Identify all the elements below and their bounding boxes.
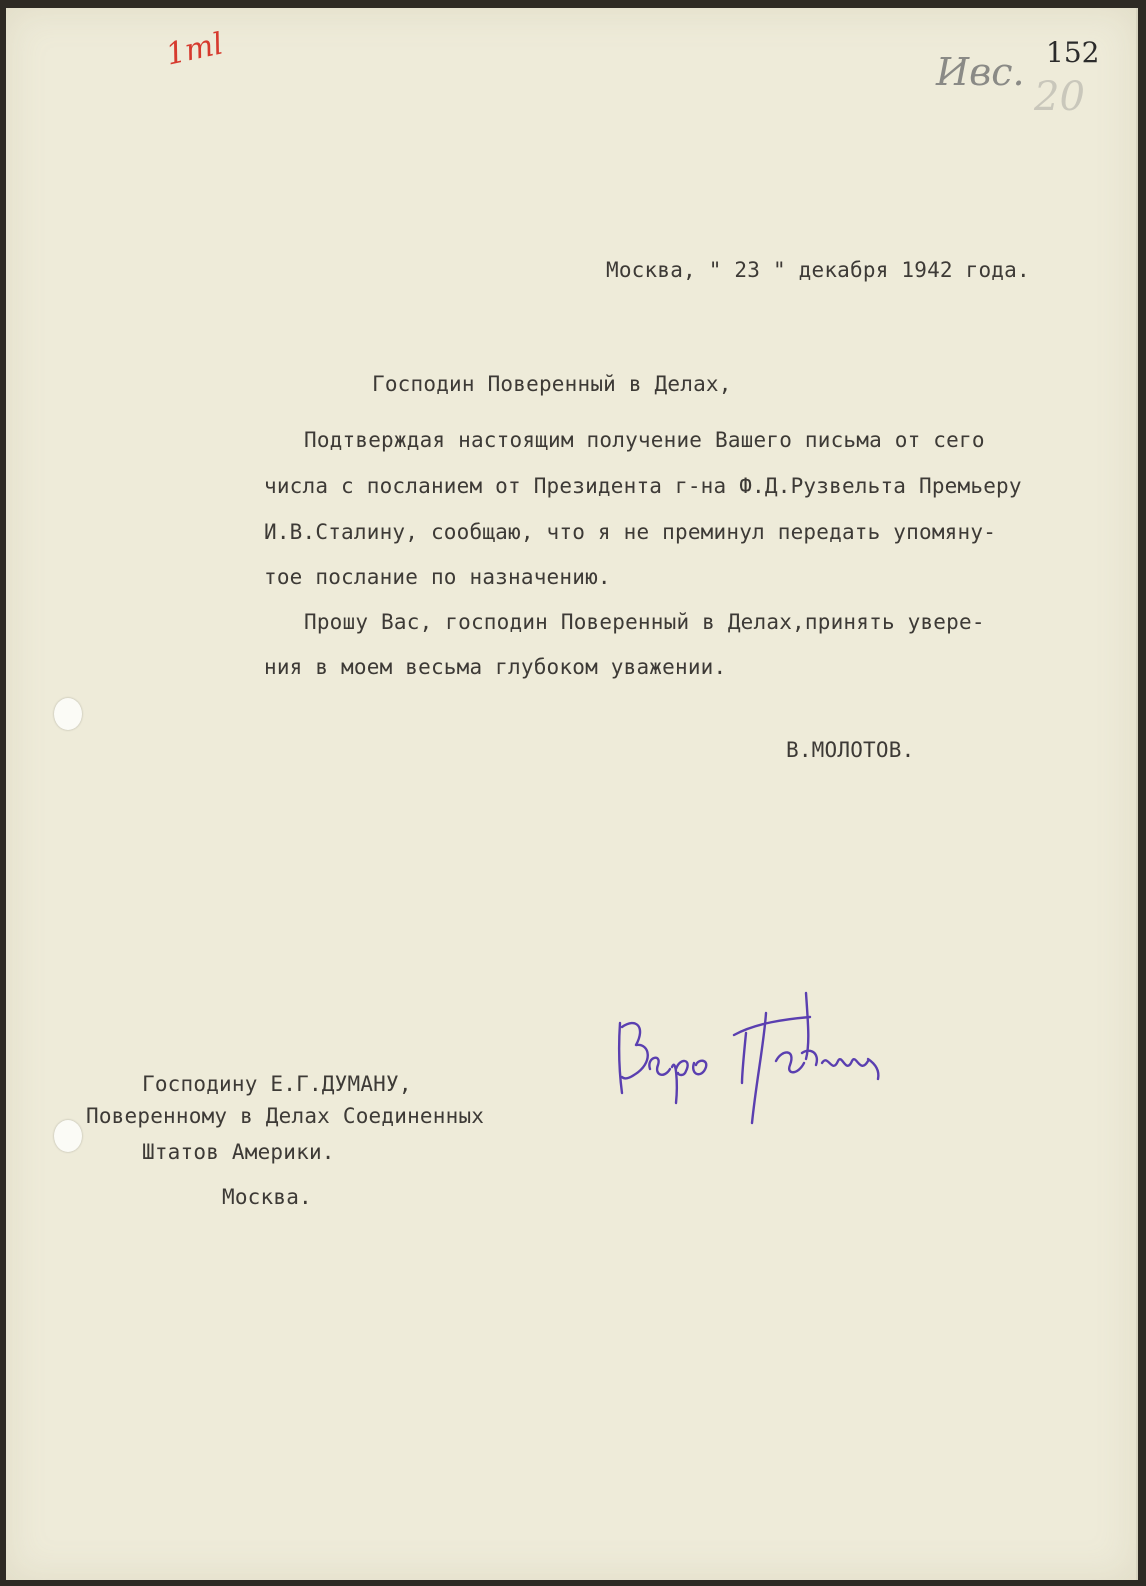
recipient-line-2: Поверенному в Делах Соединенных	[86, 1104, 485, 1128]
page-number: 152	[1046, 36, 1100, 69]
date-line: Москва, " 23 " декабря 1942 года.	[606, 258, 1030, 282]
body-line-2: числа с посланием от Президента г-на Ф.Д.Рузвельта Премьеру	[264, 474, 1022, 498]
faint-pencil-number: 20	[1034, 74, 1085, 120]
pencil-annotation: Ивс.	[936, 50, 1025, 94]
punch-hole-upper	[54, 698, 82, 730]
certification-signature	[606, 983, 906, 1143]
red-pencil-annotation: 1ml	[162, 26, 227, 73]
recipient-line-1: Господину Е.Г.ДУМАНУ,	[142, 1072, 412, 1096]
typed-signature: В.МОЛОТОВ.	[786, 738, 915, 762]
body-line-6: ния в моем весьма глубоком уважении.	[264, 655, 727, 679]
body-line-3: И.В.Сталину, сообщаю, что я не преминул передать упомяну-	[264, 520, 997, 544]
document-sheet	[6, 8, 1138, 1580]
punch-hole-lower	[54, 1120, 82, 1152]
salutation: Господин Поверенный в Делах,	[372, 372, 732, 396]
body-line-1: Подтверждая настоящим получение Вашего письма от сего	[304, 428, 985, 452]
body-line-4: тое послание по назначению.	[264, 565, 611, 589]
recipient-line-3: Штатов Америки.	[142, 1140, 335, 1164]
recipient-line-4: Москва.	[222, 1185, 312, 1209]
body-line-5: Прошу Вас, господин Поверенный в Делах,принять увере-	[304, 610, 985, 634]
